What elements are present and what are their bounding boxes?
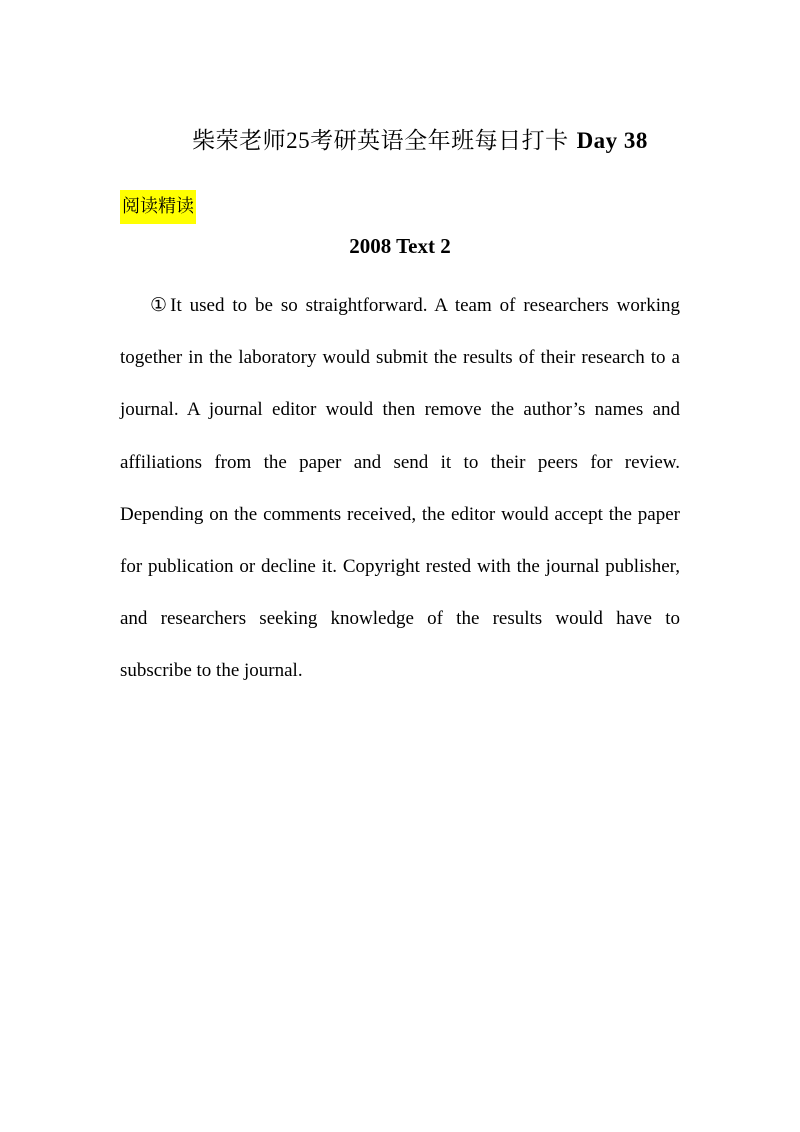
page-title-text: 柴荣老师25考研英语全年班每日打卡 [192,128,569,153]
day-number: Day 38 [576,128,648,153]
article-heading: 2008 Text 2 [349,234,451,258]
page-title [0,122,800,155]
section-label-highlighted: 阅读精读 [120,190,196,224]
article-paragraph-1: ①It used to be so straightforward. A team of researchers working together in the laboratory would submit the results of their research to a journal. A journal editor would then remove the author’s names and affiliations from the paper and send it to their peers for review. Depending on the comments received, the editor would accept the paper for publication or decline it. Copyright rested with the journal publisher, and researchers seeking knowledge of the results would have to subscribe to the journal. [120,295,680,682]
